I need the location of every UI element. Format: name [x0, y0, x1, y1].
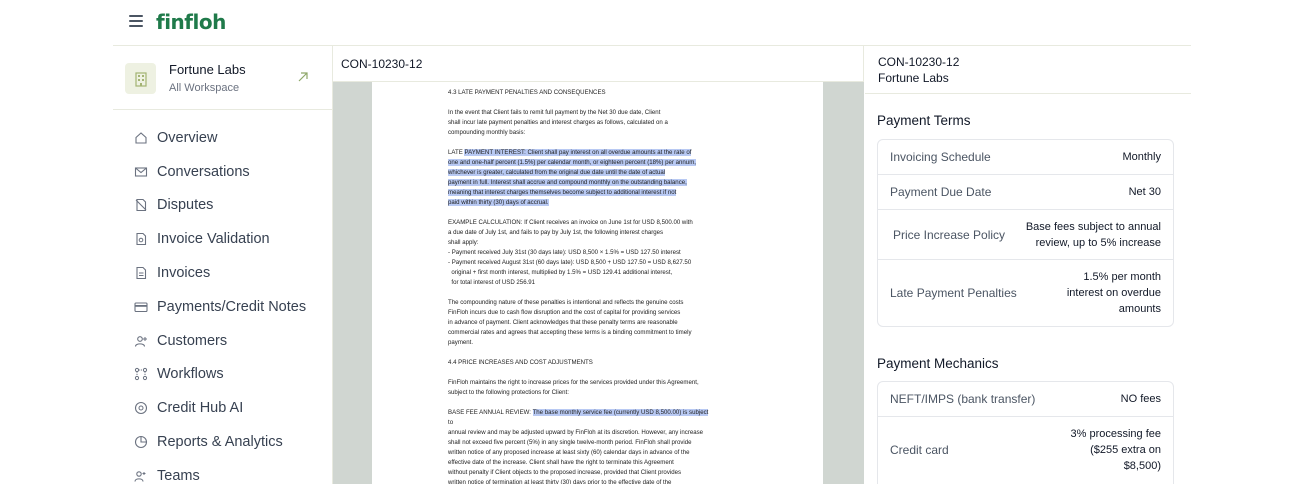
- line-text: shall apply:: [448, 239, 479, 246]
- document-page: [372, 82, 823, 484]
- document-line: [448, 358, 746, 368]
- highlighted-text[interactable]: meaning that interest charges themselves become subject to additional interest if not: [448, 189, 677, 196]
- contract-details: [865, 46, 1191, 484]
- document-id: CON-10230-12: [341, 57, 423, 71]
- line-text: BASE FEE ANNUAL REVIEW:: [448, 409, 533, 416]
- home-icon: [134, 131, 148, 145]
- line-text: EXAMPLE CALCULATION: If Client receives an invoice on June 1st for USD 8,500.00 with: [448, 219, 693, 226]
- sidebar: [113, 46, 333, 484]
- highlighted-text[interactable]: paid within thirty (30) days of accrual.: [448, 199, 549, 206]
- document-line: [448, 178, 746, 188]
- document-line: [448, 318, 746, 328]
- line-text: for total interest of USD 256.91: [448, 279, 536, 286]
- highlighted-text[interactable]: payment in full. Interest shall accrue and compound monthly on the outstanding balance,: [448, 179, 687, 186]
- line-text: written notice of any proposed increase at least sixty (60) calendar days in advance of the: [448, 449, 690, 456]
- menu-icon[interactable]: [129, 15, 143, 29]
- document-line: [448, 438, 746, 448]
- document-line: [448, 378, 746, 388]
- sidebar-item-label: Invoices: [157, 265, 211, 282]
- contract-id: CON-10230-12: [878, 55, 960, 69]
- sidebar-item-conversations[interactable]: [113, 155, 332, 189]
- sidebar-item-workflows[interactable]: [113, 358, 332, 392]
- sidebar-item-label: Customers: [157, 332, 228, 349]
- document-line: [448, 388, 746, 398]
- document-line: [448, 448, 746, 458]
- payment-terms-title: Payment Terms: [877, 113, 971, 128]
- document-line: [448, 298, 746, 308]
- mechanic-value: NO fees: [1120, 393, 1161, 405]
- document-line: [448, 278, 746, 288]
- line-text: subject to the following protections for Client:: [448, 389, 569, 396]
- sidebar-item-label: Disputes: [157, 197, 214, 214]
- document-line: [448, 458, 746, 468]
- line-text: a due date of July 1st, and fails to pay by July 1st, the following interest charges: [448, 229, 664, 236]
- line-text: annual review and may be adjusted upward by FinFloh at its discretion. However, any increase: [448, 429, 704, 436]
- details-header: [865, 46, 1191, 94]
- document-text[interactable]: [448, 88, 746, 484]
- sidebar-item-payments[interactable]: [113, 290, 332, 324]
- user-add-icon: [134, 334, 148, 348]
- highlighted-text[interactable]: whichever is greater, calculated from the original due date until the date of actual: [448, 169, 666, 176]
- document-line: [448, 258, 746, 268]
- mechanic-value: 3% processing fee ($255 extra on $8,500): [1070, 428, 1161, 472]
- line-text: payment.: [448, 339, 474, 346]
- sidebar-item-invoices[interactable]: [113, 256, 332, 290]
- line-text: FinFloh maintains the right to increase prices for the services provided under this Agreement,: [448, 379, 699, 386]
- line-text: FinFloh incurs due to cash flow disruption and the cost of capital for providing services: [448, 309, 681, 316]
- app-logo[interactable]: finfloh: [156, 10, 226, 34]
- sidebar-item-label: Overview: [157, 129, 218, 146]
- term-value: Monthly: [1122, 151, 1161, 163]
- line-text: - Payment received July 31st (30 days late): USD 8,500 × 1.5% = USD 127.50 interest: [448, 249, 681, 256]
- sidebar-item-reports[interactable]: [113, 425, 332, 459]
- line-text: without penalty if Client objects to the proposed increase, provided that Client provides: [448, 469, 682, 476]
- document-line: [448, 328, 746, 338]
- document-line: [448, 168, 746, 178]
- document-pane: [333, 46, 864, 484]
- building-icon: [125, 63, 156, 94]
- document-line: [448, 418, 746, 428]
- paragraph-gap: [448, 348, 746, 358]
- sidebar-item-credit-hub-ai[interactable]: [113, 391, 332, 425]
- paragraph-gap: [448, 398, 746, 408]
- top-bar: [113, 0, 1191, 46]
- team-icon: [134, 469, 148, 483]
- payment-mechanics-title: Payment Mechanics: [877, 356, 999, 371]
- document-line: [448, 468, 746, 478]
- term-value: 1.5% per month interest on overdue amounts: [1066, 271, 1161, 315]
- line-text: - Payment received August 31st (60 days late): USD 8,500 + USD 127.50 = USD 8,627.50: [448, 259, 692, 266]
- payment-terms-card: [877, 139, 1174, 327]
- highlighted-text[interactable]: The base monthly service fee (currently USD 8,500.00) is subject: [532, 409, 709, 416]
- line-text: 4.4 PRICE INCREASES AND COST ADJUSTMENTS: [448, 359, 593, 366]
- workflow-icon: [134, 367, 148, 381]
- paragraph-gap: [448, 368, 746, 378]
- sidebar-item-teams[interactable]: [113, 459, 332, 484]
- term-row: [878, 210, 1173, 260]
- document-line: [448, 228, 746, 238]
- mechanic-label: NEFT/IMPS (bank transfer): [890, 392, 1036, 406]
- document-viewer[interactable]: [333, 82, 864, 484]
- line-text: shall not exceed five percent (5%) in any single twelve-month period. FinFloh shall provide: [448, 439, 692, 446]
- document-line: [448, 408, 746, 418]
- payment-mechanics-card: [877, 381, 1174, 484]
- document-line: [448, 268, 746, 278]
- paragraph-gap: [448, 208, 746, 218]
- term-label: Late Payment Penalties: [890, 286, 1017, 300]
- sidebar-item-label: Payments/Credit Notes: [157, 298, 307, 315]
- document-line: [448, 308, 746, 318]
- document-line: [448, 188, 746, 198]
- document-line: [448, 218, 746, 228]
- mail-icon: [134, 165, 148, 179]
- document-line: [448, 248, 746, 258]
- document-header: [333, 46, 864, 82]
- document-line: [448, 88, 746, 98]
- paragraph-gap: [448, 288, 746, 298]
- sidebar-item-overview[interactable]: [113, 121, 332, 155]
- sidebar-item-invoice-validation[interactable]: [113, 222, 332, 256]
- workspace-sub: All Workspace: [169, 82, 240, 94]
- term-label: Invoicing Schedule: [890, 150, 991, 164]
- dispute-document-icon: [134, 198, 148, 212]
- term-label: Payment Due Date: [890, 185, 992, 199]
- term-value: Base fees subject to annual review, up to 5% increase: [1025, 220, 1161, 249]
- document-line: [448, 428, 746, 438]
- line-text: 4.3 LATE PAYMENT PENALTIES AND CONSEQUENCES: [448, 89, 606, 96]
- document-line: [448, 238, 746, 248]
- sidebar-item-label: Reports & Analytics: [157, 434, 283, 451]
- ai-icon: [134, 401, 148, 415]
- company-name: Fortune Labs: [878, 71, 949, 85]
- sidebar-item-label: Conversations: [157, 163, 250, 180]
- line-text: to: [448, 419, 454, 426]
- sidebar-item-customers[interactable]: [113, 324, 332, 358]
- term-row: [878, 260, 1173, 326]
- line-text: shall incur late payment penalties and interest charges as follows, calculated on a: [448, 119, 668, 126]
- line-text: In the event that Client fails to remit full payment by the Net 30 due date, Client: [448, 109, 661, 116]
- document-line: [448, 148, 746, 158]
- line-text: in advance of payment. Client acknowledges that these penalty terms are reasonable: [448, 319, 678, 326]
- line-text: LATE: [448, 149, 465, 156]
- document-line: [448, 198, 746, 208]
- sidebar-item-disputes[interactable]: [113, 189, 332, 223]
- pie-chart-icon: [134, 435, 148, 449]
- highlighted-text[interactable]: PAYMENT INTEREST: Client shall pay interest on all overdue amounts at the rate of: [464, 149, 692, 156]
- document-icon: [134, 266, 148, 280]
- document-line: [448, 108, 746, 118]
- paragraph-gap: [448, 138, 746, 148]
- line-text: effective date of the increase. Client shall have the right to terminate this Agreement: [448, 459, 674, 466]
- paragraph-gap: [448, 98, 746, 108]
- line-text: compounding monthly basis:: [448, 129, 526, 136]
- document-line: [448, 128, 746, 138]
- document-line: [448, 118, 746, 128]
- term-row: [878, 175, 1173, 210]
- document-line: [448, 478, 746, 484]
- workspace-name: Fortune Labs: [169, 62, 246, 77]
- line-text: written notice of termination at least thirty (30) days prior to the effective date of the: [448, 479, 672, 484]
- term-value: Net 30: [1128, 186, 1161, 198]
- mechanic-row: [878, 417, 1173, 483]
- sidebar-nav: [113, 121, 332, 484]
- line-text: commercial rates and agrees that accepting these terms is a binding commitment to timely: [448, 329, 692, 336]
- term-label: Price Increase Policy: [893, 227, 1006, 242]
- line-text: original + first month interest, multiplied by 1.5% = USD 129.41 additional interest,: [448, 269, 673, 276]
- document-line: [448, 338, 746, 348]
- arrow-up-right-icon[interactable]: [296, 70, 310, 89]
- line-text: The compounding nature of these penalties is intentional and reflects the genuine costs: [448, 299, 684, 306]
- term-row: [878, 140, 1173, 175]
- sidebar-item-label: Workflows: [157, 366, 224, 383]
- sidebar-item-label: Teams: [157, 467, 200, 484]
- workspace-switcher[interactable]: [113, 46, 332, 110]
- credit-card-icon: [134, 300, 148, 314]
- sidebar-item-label: Credit Hub AI: [157, 400, 244, 417]
- mechanic-label: Credit card: [890, 443, 949, 457]
- highlighted-text[interactable]: one and one-half percent (1.5%) per calendar month, or eighteen percent (18%) per annum,: [448, 159, 696, 166]
- sidebar-item-label: Invoice Validation: [157, 231, 270, 248]
- mechanic-row: [878, 382, 1173, 417]
- document-line: [448, 158, 746, 168]
- invoice-search-icon: [134, 232, 148, 246]
